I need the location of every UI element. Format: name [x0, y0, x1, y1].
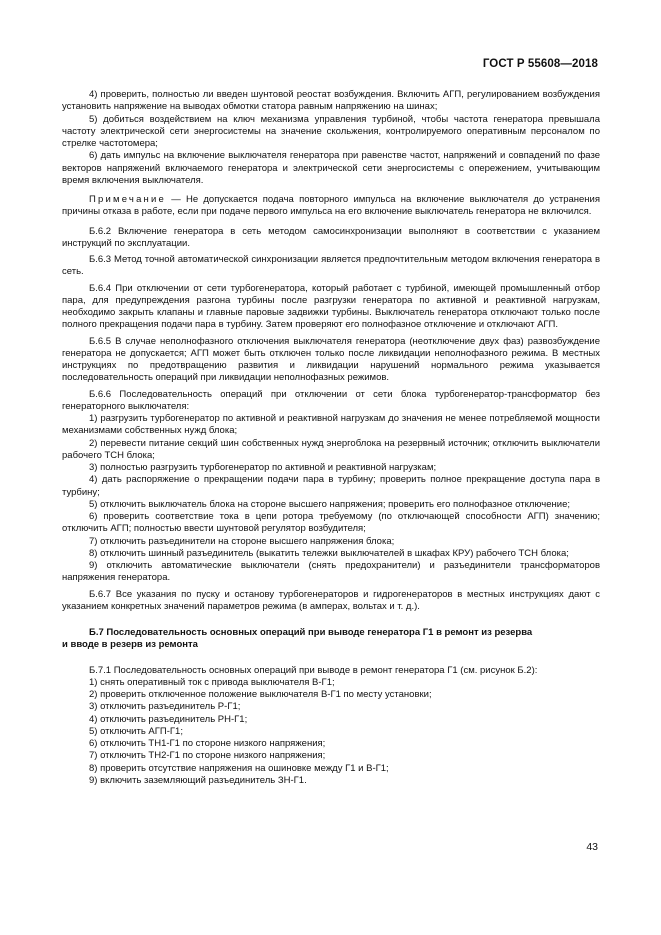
list-item: 4) проверить, полностью ли введен шунтовой реостат возбуждения. Включить АГП, регулированием возбуждения установить напряжение на выводах обмотки статора равным напряжению на шинах;	[62, 89, 600, 113]
clause-b-6-4: Б.6.4 При отключении от сети турбогенератора, который работает с турбиной, имеющей промышленный отбор пара, для предупреждения разгона турбины после разгрузки генератора по активной и реактивной нагрузкам, необходимо закрыть клапаны и главные паровые задвижки турбины. Выключатель генератора отключают только после полного прекращения подачи пара в турбину. Затем проверяют его полнофазное отключение и отключают АГП.	[62, 282, 600, 331]
list-item: 8) отключить шинный разъединитель (выкатить тележки выключателей в шкафах КРУ) рабочего ТСН блока;	[89, 547, 569, 559]
list-item: 6) дать импульс на включение выключателя генератора при равенстве частот, напряжений и совпадений по фазе векторов напряжений включаемого генератора и электрической сети энергосистемы с опережением, учитывающим время включения выключателя.	[62, 150, 600, 186]
page-number: 43	[586, 841, 598, 853]
list-item: 4) дать распоряжение о прекращении подачи пара в турбину; проверить полное прекращение доступа пара в турбину;	[62, 474, 600, 498]
list-item: 5) отключить АГП-Г1;	[89, 725, 183, 737]
list-item: 7) отключить ТН2-Г1 по стороне низкого напряжения;	[89, 750, 326, 762]
list-item: 6) отключить ТН1-Г1 по стороне низкого напряжения;	[89, 738, 326, 749]
list-item: 7) отключить разъединители на стороне высшего напряжения блока;	[89, 535, 395, 547]
clause-b-7-1: Б.7.1 Последовательность основных операций при выводе в ремонт генератора Г1 (см. рисунок Б.2):	[89, 664, 538, 676]
section-heading-line-1: Б.7 Последовательность основных операций при выводе генератора Г1 в ремонт из резерва	[89, 627, 533, 638]
list-item: 6) проверить соответствие тока в цепи ротора требуемому (по отключающей способности АГП) значению; отключить АГП; полностью ввести шунтовой регулятор возбудителя;	[62, 511, 600, 535]
list-item: 9) отключить автоматические выключатели (снять предохранители) и разъединители трансформаторов напряжения генератора.	[62, 560, 600, 584]
list-item: 4) отключить разъединитель РН-Г1;	[89, 713, 248, 725]
section-heading-line-2: и вводе в резерв из ремонта	[62, 639, 198, 651]
list-item: 3) полностью разгрузить турбогенератор по активной и реактивной нагрузкам;	[89, 462, 437, 473]
document-header: ГОСТ Р 55608—2018	[482, 58, 598, 70]
note-paragraph	[62, 194, 600, 219]
note-label: Примечание	[89, 194, 166, 205]
clause-b-6-5: Б.6.5 В случае неполнофазного отключения выключателя генератора (неотключение двух фаз) развозбуждение генератора не допускается; АГП может быть отключен только после ликвидации неполнофазного режима. В местных инструкциях по предотвращению развития и ликвидации нарушений нормального режима указывается последовательность операций при ликвидации неполнофазных режимов.	[62, 335, 600, 384]
clause-b-6-7: Б.6.7 Все указания по пуску и останову турбогенераторов и гидрогенераторов в местных инструкциях дают с указанием конкретных значений параметров режима (в амперах, вольтах и т. д.).	[62, 588, 600, 612]
list-item: 1) разгрузить турбогенератор по активной и реактивной нагрузкам до значения не менее потребляемой мощности механизмами собственных нужд блока;	[62, 413, 600, 437]
list-item: 3) отключить разъединитель Р-Г1;	[89, 701, 241, 713]
note-text: — Не допускается подача повторного импульса на включение выключателя до устранения причины отказа в работе, если при подаче первого импульса на его включение выключатель генератора не включился.	[62, 194, 600, 218]
list-item: 1) снять оперативный ток с привода выключателя В-Г1;	[89, 676, 335, 688]
list-item: 5) отключить выключатель блока на стороне высшего напряжения; проверить его полнофазное отключение;	[89, 498, 571, 510]
section-heading-b-7	[62, 627, 600, 652]
list-item: 2) проверить отключенное положение выключателя В-Г1 по месту установки;	[89, 689, 432, 700]
document-body	[62, 89, 600, 787]
list-item: 5) добиться воздействием на ключ механизма управления турбиной, чтобы частота генератора превышала частоту электрической сети энергосистемы на значение скольжения, контролируемого оперативным персоналом по стрелке частотомера;	[62, 113, 600, 149]
list-item: 9) включить заземляющий разъединитель ЗН-Г1.	[89, 774, 307, 786]
clause-b-6-3: Б.6.3 Метод точной автоматической синхронизации является предпочтительным методом включения генератора в сеть.	[62, 254, 600, 278]
clause-b-6-2: Б.6.2 Включение генератора в сеть методом самосинхронизации выполняют в соответствии с указанием инструкций по эксплуатации.	[62, 225, 600, 249]
list-item: 8) проверить отсутствие напряжения на ошиновке между Г1 и В-Г1;	[89, 762, 389, 774]
clause-b-6-6: Б.6.6 Последовательность операций при отключении от сети блока турбогенератор-трансформатор без генераторного выключателя:	[62, 388, 600, 412]
list-item: 2) перевести питание секций шин собственных нужд энергоблока на резервный источник; отключить выключатели рабочего ТСН блока;	[62, 437, 600, 461]
